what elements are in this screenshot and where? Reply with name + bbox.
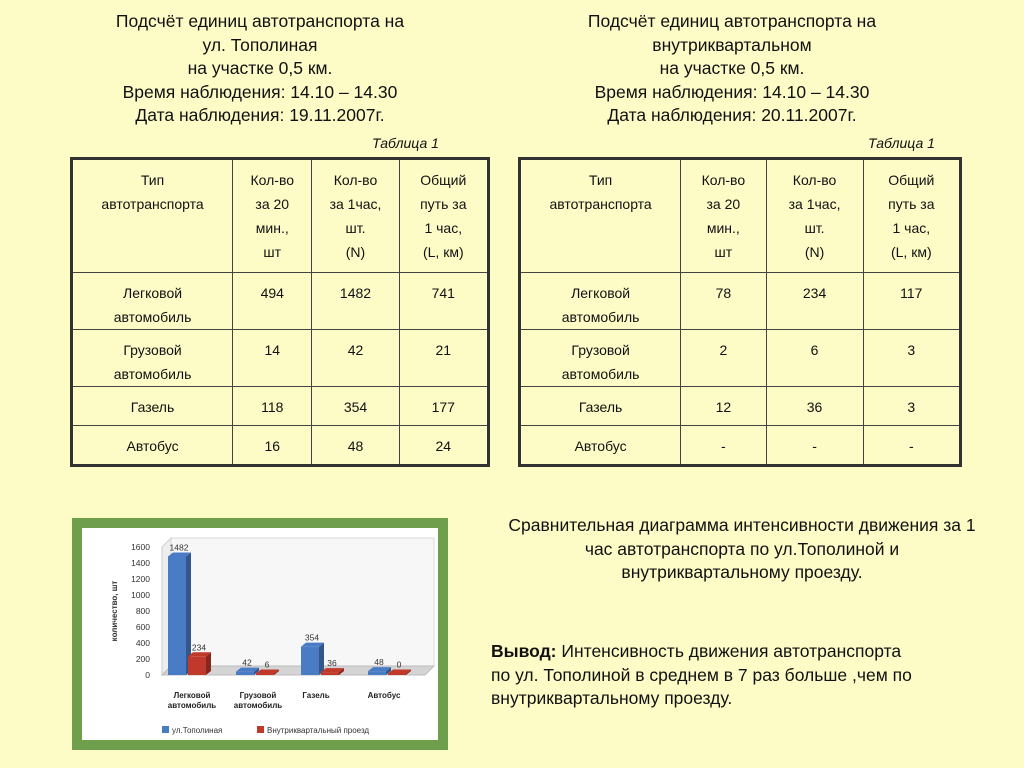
cell-count1h: 42 (312, 330, 399, 387)
left-heading (60, 10, 460, 128)
heading-line: Подсчёт единиц автотранспорта на (587, 11, 877, 31)
caption-line: час автотранспорта по ул.Тополиной и (584, 538, 900, 559)
right-heading (532, 10, 932, 128)
y-tick-label: 200 (135, 654, 150, 664)
table-row (72, 273, 489, 330)
legend-swatch (162, 726, 169, 733)
conclusion-line: по ул. Тополиной в среднем в 7 раз больше ,чем по (491, 664, 912, 685)
cell-type: Автобус (72, 426, 233, 466)
header-cell-count1h: Кол-во за 1час, шт. (N) (312, 159, 399, 273)
conclusion-text: Интенсивность движения автотранспорта (556, 641, 902, 661)
table-row (72, 387, 489, 426)
cell-path: - (863, 426, 960, 466)
cell-count1h: 48 (312, 426, 399, 466)
data-label: 1482 (169, 542, 189, 553)
cell-path: 3 (863, 330, 960, 387)
cell-type: Легковой автомобиль (72, 273, 233, 330)
cell-count20: 494 (233, 273, 312, 330)
table-row (72, 330, 489, 387)
bar-front (301, 647, 319, 675)
data-label: 234 (191, 642, 207, 653)
bar-front (256, 674, 274, 676)
cell-count1h: 234 (766, 273, 863, 330)
conclusion (491, 640, 1011, 711)
y-tick-label: 1600 (131, 542, 150, 552)
cell-count20: 12 (681, 387, 766, 426)
data-label: 42 (242, 657, 252, 668)
heading-line: на участке 0,5 км. (659, 58, 805, 78)
data-label: 0 (396, 659, 402, 670)
cell-type: Грузовой автомобиль (520, 330, 681, 387)
legend-label: Внутриквартальный проезд (267, 726, 370, 735)
cell-count1h: - (766, 426, 863, 466)
header-cell-count20: Кол-во за 20 мин., шт (681, 159, 766, 273)
table-header-row (520, 159, 961, 273)
cell-path: 177 (399, 387, 488, 426)
bar-front (188, 656, 206, 675)
table-row (520, 273, 961, 330)
heading-line: на участке 0,5 км. (187, 58, 333, 78)
cell-count1h: 354 (312, 387, 399, 426)
cell-type: Легковой автомобиль (520, 273, 681, 330)
x-tick-label: Легковой (173, 691, 211, 700)
heading-line: Время наблюдения: 14.10 – 14.30 (594, 81, 870, 102)
y-tick-label: 400 (135, 638, 150, 648)
cell-path: 24 (399, 426, 488, 466)
bar-front (168, 556, 186, 675)
legend-label: ул.Тополиная (172, 726, 223, 735)
y-tick-label: 0 (145, 670, 150, 680)
table-row (520, 426, 961, 466)
cell-type: Газель (520, 387, 681, 426)
table-row (520, 387, 961, 426)
conclusion-line: внутриквартальному проезду. (491, 688, 733, 708)
bar-side (319, 643, 324, 675)
header-cell-count20: Кол-во за 20 мин., шт (233, 159, 312, 273)
y-tick-label: 1400 (131, 558, 150, 568)
cell-count20: 118 (233, 387, 312, 426)
x-tick-label: автомобиль (167, 701, 217, 710)
conclusion-label: Вывод: (491, 641, 557, 661)
left-traffic-table (70, 157, 490, 467)
y-tick-label: 1200 (131, 574, 150, 584)
y-tick-label: 1000 (131, 590, 150, 600)
header-cell-count1h: Кол-во за 1час, шт. (N) (766, 159, 863, 273)
data-label: 36 (327, 658, 337, 669)
y-axis-label: количество, шт (110, 580, 119, 642)
heading-line: Время наблюдения: 14.10 – 14.30 (122, 81, 398, 102)
cell-path: 3 (863, 387, 960, 426)
left-table-caption: Таблица 1 (372, 135, 439, 151)
bar-chart (82, 528, 438, 740)
cell-count20: - (681, 426, 766, 466)
x-tick-label: автомобиль (233, 701, 283, 710)
header-cell-path: Общий путь за 1 час, (L, км) (863, 159, 960, 273)
cell-path: 741 (399, 273, 488, 330)
cell-count1h: 1482 (312, 273, 399, 330)
chart-svg (82, 528, 438, 740)
right-traffic-table (518, 157, 962, 467)
cell-count20: 16 (233, 426, 312, 466)
bar-front (388, 674, 406, 676)
cell-count1h: 6 (766, 330, 863, 387)
data-label: 354 (304, 632, 320, 643)
heading-line: Дата наблюдения: 20.11.2007г. (607, 105, 857, 125)
conclusion-line (491, 640, 1011, 664)
table-header-row (72, 159, 489, 273)
cell-type: Грузовой автомобиль (72, 330, 233, 387)
right-table-caption: Таблица 1 (868, 135, 935, 151)
cell-type: Автобус (520, 426, 681, 466)
legend-swatch (257, 726, 264, 733)
bar-side (206, 652, 211, 675)
cell-count20: 14 (233, 330, 312, 387)
heading-line: Дата наблюдения: 19.11.2007г. (135, 105, 385, 125)
data-label: 48 (374, 657, 384, 668)
heading-line: ул. Тополиная (202, 34, 318, 55)
cell-count20: 2 (681, 330, 766, 387)
data-label: 6 (264, 659, 270, 670)
table-row (520, 330, 961, 387)
y-tick-label: 600 (135, 622, 150, 632)
x-tick-label: Грузовой (239, 691, 277, 700)
chart-caption (470, 514, 1014, 585)
caption-line: внутриквартальному проезду. (621, 562, 863, 582)
header-cell-type: Тип автотранспорта (520, 159, 681, 273)
cell-count1h: 36 (766, 387, 863, 426)
table-row (72, 426, 489, 466)
cell-path: 117 (863, 273, 960, 330)
header-cell-path: Общий путь за 1 час, (L, км) (399, 159, 488, 273)
chart-frame (72, 518, 448, 750)
caption-line: Сравнительная диаграмма интенсивности движения за 1 (508, 515, 976, 535)
y-tick-label: 800 (135, 606, 150, 616)
bar-front (368, 671, 386, 675)
cell-count20: 78 (681, 273, 766, 330)
heading-line: Подсчёт единиц автотранспорта на (115, 11, 405, 31)
heading-line: внутриквартальном (652, 34, 812, 55)
bar-front (236, 672, 254, 675)
x-tick-label: Автобус (367, 691, 401, 700)
cell-type: Газель (72, 387, 233, 426)
bar-front (321, 672, 339, 675)
x-tick-label: Газель (302, 691, 330, 700)
cell-path: 21 (399, 330, 488, 387)
header-cell-type: Тип автотранспорта (72, 159, 233, 273)
